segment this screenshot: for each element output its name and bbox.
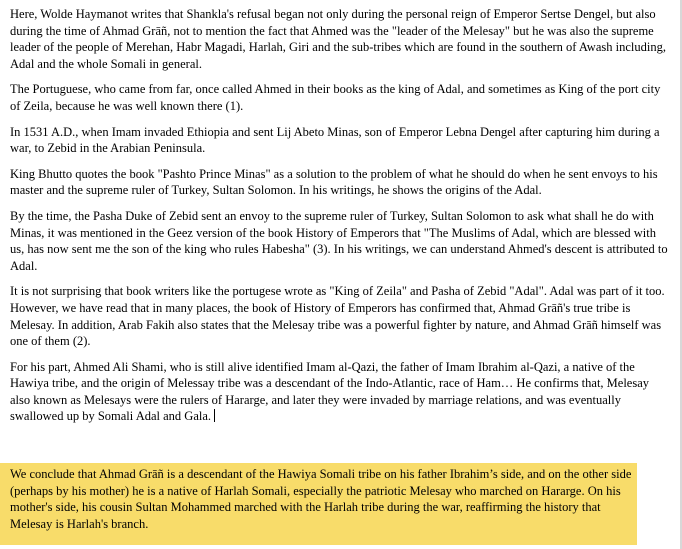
paragraph-7 bbox=[10, 359, 668, 425]
paragraph-7-text: For his part, Ahmed Ali Shami, who is still alive identified Imam al-Qazi, the father of Imam Ibrahim al-Qazi, a native of the Hawiya tribe, and the origin of Melessay tribe was a descendant of the Indo-Atlantic, race of Ham… He confirms that, Melesay also known as Melesays were the rulers of Hararge, and later they were invaded by marriage relations, and was eventually swallowed up by Somali Adal and Gala. bbox=[10, 359, 650, 424]
text-cursor bbox=[214, 409, 215, 422]
paragraph-3: In 1531 A.D., when Imam invaded Ethiopia and sent Lij Abeto Minas, son of Emperor Lebna Dengel after capturing him during a war, to Zebid in the Arabian Peninsula. bbox=[10, 124, 660, 156]
paragraph-2: The Portuguese, who came from far, once called Ahmed in their books as the king of Adal, and sometimes as King of the port city of Zeila, because he was well known there (1). bbox=[10, 82, 661, 113]
paragraph-6: It is not surprising that book writers like the portugese wrote as "King of Zeila" and Pasha of Zebid "Adal". Adal was part of it too. However, we have read that in many places, the book of History of Emperors has confirmed that, Ahmad Grāñ's true tribe is Melesay. In addition, Arab Fakih also states that the Melesay tribe was a powerful fighter by nature, and Ahmad Grāñ himself was one of them (2). bbox=[10, 284, 665, 349]
paragraph-5: By the time, the Pasha Duke of Zebid sent an envoy to the supreme ruler of Turkey, Sultan Solomon to ask what shall he do with Minas, it was mentioned in the Geez version of the book History of Emperors that "The Muslims of Adal, which are blessed with us, has now sent me the son of the king who rules Habesha" (3). In his writings, we can understand Ahmed's descent is attributed to Adal. bbox=[10, 208, 668, 273]
document-body[interactable] bbox=[10, 6, 668, 434]
paragraph-1: Here, Wolde Haymanot writes that Shankla's refusal began not only during the personal reign of Emperor Sertse Dengel, but also during the time of Ahmad Grāñ, not to mention the fact that Ahmed was the "leader of the Melesay" but he was also the supreme leader of the people of Merehan, Habr Magadi, Harlah, Giri and the sub-tribes which are found in the southern of Awash including, Adal and the whole Somali in general. bbox=[10, 7, 666, 71]
highlighted-paragraph: We conclude that Ahmad Grāñ is a descendant of the Hawiya Somali tribe on his father Ibrahim’s side, and on the other side (perhaps by his mother) he is a native of Harlah Somali, especially the patriotic Melesay who marched on Hararge. On his mother's side, his cousin Sultan Mohammed marched with the Harlah tribe during the war, reaffirming the history that Melesay is Harlah's branch. bbox=[10, 467, 632, 531]
paragraph-4: King Bhutto quotes the book "Pashto Prince Minas" as a solution to the problem of what he should do when he sent envoys to his master and the supreme ruler of Turkey, Sultan Solomon. In his writings, he shows the origins of the Adal. bbox=[10, 166, 658, 198]
